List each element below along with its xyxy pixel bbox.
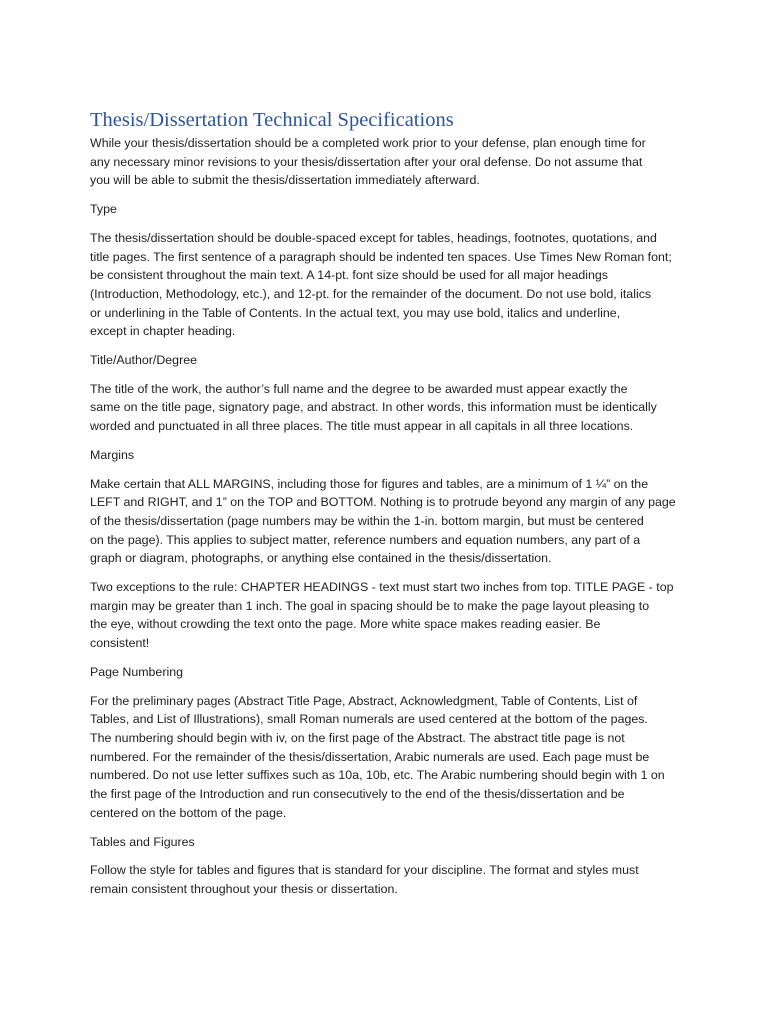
- paragraph-line: of the thesis/dissertation (page numbers may be within the 1-in. bottom margin, but must be centered: [90, 513, 644, 528]
- paragraph-line: Tables, and List of Illustrations), small Roman numerals are used centered at the bottom of the pages.: [90, 712, 648, 727]
- paragraph-line: Follow the style for tables and figures that is standard for your discipline. The format and styles must: [90, 863, 639, 878]
- paragraph-line: be consistent throughout the main text. A 14-pt. font size should be used for all major headings: [90, 268, 608, 283]
- paragraph-line: you will be able to submit the thesis/dissertation immediately afterward.: [90, 173, 480, 188]
- paragraph-line: the eye, without crowding the text onto the page. More white space makes reading easier. Be: [90, 617, 601, 632]
- document-title: Thesis/Dissertation Technical Specifications: [90, 109, 454, 131]
- paragraph-line: numbered. For the remainder of the thesis/dissertation, Arabic numerals are used. Each page must be: [90, 749, 650, 764]
- section-paragraph: [90, 475, 680, 569]
- section-paragraph: [90, 861, 680, 898]
- paragraph-line: The thesis/dissertation should be double-spaced except for tables, headings, footnotes, quotations, and: [90, 230, 657, 245]
- paragraph-line: the first page of the Introduction and run consecutively to the end of the thesis/dissertation and be: [90, 787, 625, 802]
- section-paragraph: [90, 692, 680, 823]
- paragraph-line: numbered. Do not use letter suffixes such as 10a, 10b, etc. The Arabic numbering should begin with 1 on: [90, 768, 665, 783]
- section-heading-type: Type: [90, 202, 117, 217]
- sections-container: [90, 200, 680, 899]
- section-heading-margins: Margins: [90, 447, 135, 462]
- section-heading-title-author-degree: Title/Author/Degree: [90, 353, 197, 368]
- paragraph-line: worded and punctuated in all three places. The title must appear in all capitals in all three locations.: [90, 419, 634, 434]
- paragraph-line: title pages. The first sentence of a paragraph should be indented ten spaces. Use Times New Roman font;: [90, 249, 672, 264]
- section-paragraph: [90, 380, 680, 436]
- paragraph-line: same on the title page, signatory page, and abstract. In other words, this information must be identically: [90, 400, 657, 415]
- paragraph-line: (Introduction, Methodology, etc.), and 12-pt. for the remainder of the document. Do not use bold, italics: [90, 286, 652, 301]
- paragraph-line: LEFT and RIGHT, and 1” on the TOP and BOTTOM. Nothing is to protrude beyond any margin of any page: [90, 495, 676, 510]
- paragraph-line: For the preliminary pages (Abstract Title Page, Abstract, Acknowledgment, Table of Contents, List of: [90, 693, 638, 708]
- section-heading-page-numbering: Page Numbering: [90, 664, 183, 679]
- paragraph-line: centered on the bottom of the page.: [90, 805, 287, 820]
- paragraph-line: remain consistent throughout your thesis or dissertation.: [90, 881, 398, 896]
- paragraph-line: or underlining in the Table of Contents. In the actual text, you may use bold, italics and underline,: [90, 305, 621, 320]
- paragraph-line: any necessary minor revisions to your thesis/dissertation after your oral defense. Do not assume that: [90, 154, 643, 169]
- paragraph-line: consistent!: [90, 636, 150, 651]
- section-heading-tables-and-figures: Tables and Figures: [90, 834, 195, 849]
- document-body: [90, 107, 680, 909]
- section-paragraph: [90, 578, 680, 653]
- paragraph-line: graph or diagram, photographs, or anything else contained in the thesis/dissertation.: [90, 551, 552, 566]
- paragraph-line: The title of the work, the author’s full name and the degree to be awarded must appear exactly the: [90, 381, 628, 396]
- paragraph-line: on the page). This applies to subject matter, reference numbers and equation numbers, any part of a: [90, 532, 641, 547]
- intro-paragraph: [90, 134, 680, 190]
- paragraph-line: except in chapter heading.: [90, 324, 236, 339]
- section-paragraph: [90, 229, 680, 341]
- paragraph-line: While your thesis/dissertation should be a completed work prior to your defense, plan enough time for: [90, 136, 646, 150]
- paragraph-line: margin may be greater than 1 inch. The goal in spacing should be to make the page layout pleasing to: [90, 598, 650, 613]
- paragraph-line: The numbering should begin with iv, on the first page of the Abstract. The abstract title page is not: [90, 730, 625, 745]
- paragraph-line: Make certain that ALL MARGINS, including those for figures and tables, are a minimum of 1 ¼” on the: [90, 476, 649, 491]
- paragraph-line: Two exceptions to the rule: CHAPTER HEADINGS - text must start two inches from top. TITLE PAGE - top: [90, 580, 674, 595]
